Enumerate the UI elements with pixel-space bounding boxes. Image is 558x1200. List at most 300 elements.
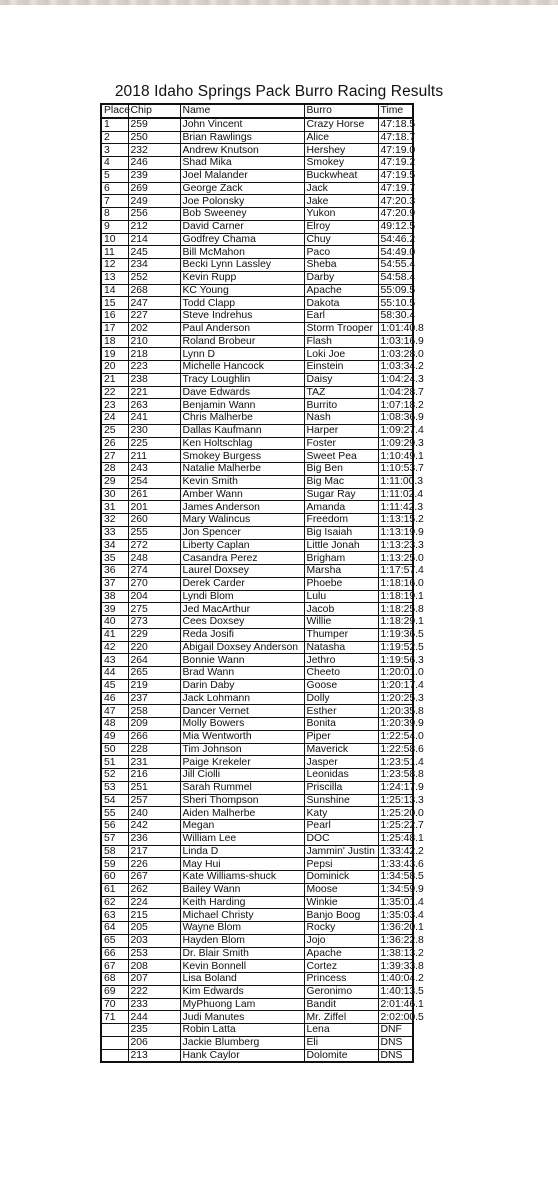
cell-time: 1:11:00.3: [378, 475, 413, 488]
cell-place: 27: [101, 450, 128, 463]
cell-time: 47:20.3: [378, 195, 413, 208]
cell-place: 52: [101, 769, 128, 782]
cell-time: 1:18:19.1: [378, 590, 413, 603]
cell-name: David Carner: [180, 220, 304, 233]
cell-chip: 274: [128, 565, 180, 578]
cell-burro: TAZ: [304, 386, 378, 399]
table-row: [101, 157, 413, 170]
cell-chip: 230: [128, 424, 180, 437]
cell-place: 32: [101, 514, 128, 527]
cell-place: 63: [101, 909, 128, 922]
cell-time: 1:40:04.2: [378, 973, 413, 986]
cell-name: Bill McMahon: [180, 246, 304, 259]
cell-name: Aiden Malherbe: [180, 807, 304, 820]
cell-name: Megan: [180, 820, 304, 833]
cell-burro: Eli: [304, 1036, 378, 1049]
cell-time: 47:19.5: [378, 169, 413, 182]
table-row: [101, 590, 413, 603]
cell-chip: 214: [128, 233, 180, 246]
cell-name: Andrew Knutson: [180, 144, 304, 157]
cell-time: 1:11:42.3: [378, 501, 413, 514]
cell-chip: 233: [128, 998, 180, 1011]
cell-chip: 257: [128, 794, 180, 807]
cell-burro: Geronimo: [304, 985, 378, 998]
cell-time: 55:09.5: [378, 284, 413, 297]
cell-time: 1:25:22.7: [378, 820, 413, 833]
cell-chip: 231: [128, 756, 180, 769]
cell-chip: 206: [128, 1036, 180, 1049]
cell-time: 1:35:01.4: [378, 896, 413, 909]
cell-place: 48: [101, 718, 128, 731]
cell-time: 1:20:39.9: [378, 718, 413, 731]
cell-name: Kevin Rupp: [180, 271, 304, 284]
cell-burro: Dolomite: [304, 1049, 378, 1062]
header-place: Place: [101, 104, 128, 118]
cell-burro: Cheeto: [304, 667, 378, 680]
cell-chip: 211: [128, 450, 180, 463]
cell-chip: 265: [128, 667, 180, 680]
table-row: [101, 960, 413, 973]
cell-name: Keith Harding: [180, 896, 304, 909]
cell-place: 66: [101, 947, 128, 960]
table-row: [101, 463, 413, 476]
table-row: [101, 781, 413, 794]
cell-place: 11: [101, 246, 128, 259]
cell-burro: Marsha: [304, 565, 378, 578]
cell-chip: 234: [128, 259, 180, 272]
cell-chip: 209: [128, 718, 180, 731]
cell-chip: 216: [128, 769, 180, 782]
table-row: [101, 1024, 413, 1037]
table-row: [101, 769, 413, 782]
cell-burro: Chuy: [304, 233, 378, 246]
cell-burro: Amanda: [304, 501, 378, 514]
table-row: [101, 845, 413, 858]
cell-chip: 208: [128, 960, 180, 973]
cell-chip: 221: [128, 386, 180, 399]
table-row: [101, 985, 413, 998]
cell-name: Linda D: [180, 845, 304, 858]
table-row: [101, 730, 413, 743]
cell-time: 1:35:03.4: [378, 909, 413, 922]
cell-name: Dallas Kaufmann: [180, 424, 304, 437]
cell-name: Sarah Rummel: [180, 781, 304, 794]
cell-name: John Vincent: [180, 118, 304, 131]
cell-place: [101, 1036, 128, 1049]
cell-burro: Smokey: [304, 157, 378, 170]
cell-time: 1:19:52.5: [378, 641, 413, 654]
cell-name: Dancer Vernet: [180, 705, 304, 718]
cell-time: 1:20:35.8: [378, 705, 413, 718]
cell-place: 67: [101, 960, 128, 973]
cell-chip: 222: [128, 985, 180, 998]
cell-place: 2: [101, 131, 128, 144]
cell-burro: Winkie: [304, 896, 378, 909]
cell-burro: Jacob: [304, 603, 378, 616]
table-row: [101, 667, 413, 680]
cell-name: Mia Wentworth: [180, 730, 304, 743]
table-row: [101, 475, 413, 488]
header-burro: Burro: [304, 104, 378, 118]
cell-name: Ken Holtschlag: [180, 437, 304, 450]
table-row: [101, 118, 413, 131]
cell-time: 1:34:58.5: [378, 871, 413, 884]
cell-name: Hayden Blom: [180, 934, 304, 947]
cell-burro: Sheba: [304, 259, 378, 272]
cell-burro: Natasha: [304, 641, 378, 654]
cell-chip: 202: [128, 322, 180, 335]
cell-place: 28: [101, 463, 128, 476]
cell-chip: 204: [128, 590, 180, 603]
cell-name: Jon Spencer: [180, 526, 304, 539]
cell-name: Reda Josifi: [180, 628, 304, 641]
document-title: 2018 Idaho Springs Pack Burro Racing Results: [114, 83, 444, 100]
table-row: [101, 883, 413, 896]
cell-chip: 259: [128, 118, 180, 131]
cell-time: 1:20:17.4: [378, 679, 413, 692]
table-row: [101, 896, 413, 909]
cell-burro: Elroy: [304, 220, 378, 233]
cell-name: Judi Manutes: [180, 1011, 304, 1024]
cell-time: 1:10:53.7: [378, 463, 413, 476]
cell-place: 24: [101, 412, 128, 425]
cell-burro: Priscilla: [304, 781, 378, 794]
cell-burro: Paco: [304, 246, 378, 259]
cell-time: 1:13:19.9: [378, 526, 413, 539]
cell-place: 53: [101, 781, 128, 794]
cell-place: 37: [101, 577, 128, 590]
cell-burro: Sugar Ray: [304, 488, 378, 501]
table-row: [101, 641, 413, 654]
cell-place: 3: [101, 144, 128, 157]
cell-chip: 273: [128, 616, 180, 629]
cell-burro: Freedom: [304, 514, 378, 527]
cell-chip: 238: [128, 373, 180, 386]
cell-time: 1:25:13.3: [378, 794, 413, 807]
cell-place: 22: [101, 386, 128, 399]
cell-place: 65: [101, 934, 128, 947]
cell-burro: Jasper: [304, 756, 378, 769]
table-row: [101, 386, 413, 399]
cell-burro: Flash: [304, 335, 378, 348]
cell-place: 69: [101, 985, 128, 998]
cell-burro: Banjo Boog: [304, 909, 378, 922]
cell-chip: 269: [128, 182, 180, 195]
cell-place: 68: [101, 973, 128, 986]
cell-name: Laurel Doxsey: [180, 565, 304, 578]
cell-time: 1:09:29.3: [378, 437, 413, 450]
cell-time: 1:10:49.1: [378, 450, 413, 463]
cell-chip: 235: [128, 1024, 180, 1037]
table-row: [101, 603, 413, 616]
cell-place: 42: [101, 641, 128, 654]
cell-place: 60: [101, 871, 128, 884]
cell-place: [101, 1024, 128, 1037]
cell-burro: Piper: [304, 730, 378, 743]
cell-time: 1:38:13.2: [378, 947, 413, 960]
table-row: [101, 577, 413, 590]
cell-time: 1:23:58.8: [378, 769, 413, 782]
cell-place: 25: [101, 424, 128, 437]
cell-place: 5: [101, 169, 128, 182]
cell-place: 19: [101, 348, 128, 361]
cell-time: 47:19.0: [378, 144, 413, 157]
cell-time: 54:58.4: [378, 271, 413, 284]
scanned-page-edge: [0, 0, 558, 5]
cell-chip: 263: [128, 399, 180, 412]
cell-chip: 251: [128, 781, 180, 794]
header-chip: Chip: [128, 104, 180, 118]
cell-time: 1:33:43.6: [378, 858, 413, 871]
cell-place: 40: [101, 616, 128, 629]
cell-place: 18: [101, 335, 128, 348]
table-row: [101, 501, 413, 514]
cell-chip: 239: [128, 169, 180, 182]
cell-place: 54: [101, 794, 128, 807]
cell-time: 1:22:58.6: [378, 743, 413, 756]
cell-place: 46: [101, 692, 128, 705]
cell-burro: Buckwheat: [304, 169, 378, 182]
cell-place: 58: [101, 845, 128, 858]
cell-name: Michelle Hancock: [180, 361, 304, 374]
cell-chip: 225: [128, 437, 180, 450]
cell-time: 2:02:00.5: [378, 1011, 413, 1024]
cell-time: 1:25:20.0: [378, 807, 413, 820]
cell-name: Lisa Boland: [180, 973, 304, 986]
table-row: [101, 743, 413, 756]
cell-burro: Mr. Ziffel: [304, 1011, 378, 1024]
cell-chip: 217: [128, 845, 180, 858]
cell-name: Amber Wann: [180, 488, 304, 501]
cell-place: 34: [101, 539, 128, 552]
cell-time: 47:18.5: [378, 118, 413, 131]
cell-burro: Bandit: [304, 998, 378, 1011]
cell-chip: 226: [128, 858, 180, 871]
cell-burro: Big Isaiah: [304, 526, 378, 539]
results-table: [100, 103, 424, 1063]
cell-name: Todd Clapp: [180, 297, 304, 310]
cell-time: 58:30.4: [378, 310, 413, 323]
cell-name: Chris Malherbe: [180, 412, 304, 425]
cell-time: 1:39:33.8: [378, 960, 413, 973]
cell-time: 1:36:22.8: [378, 934, 413, 947]
cell-name: Paige Krekeler: [180, 756, 304, 769]
cell-chip: 203: [128, 934, 180, 947]
cell-place: 20: [101, 361, 128, 374]
cell-name: Bonnie Wann: [180, 654, 304, 667]
header-name: Name: [180, 104, 304, 118]
cell-burro: Moose: [304, 883, 378, 896]
cell-time: 1:11:02.4: [378, 488, 413, 501]
cell-time: 1:08:36.9: [378, 412, 413, 425]
cell-place: 43: [101, 654, 128, 667]
cell-time: 1:25:48.1: [378, 832, 413, 845]
cell-burro: Little Jonah: [304, 539, 378, 552]
cell-name: Shad Mika: [180, 157, 304, 170]
cell-burro: Harper: [304, 424, 378, 437]
cell-place: 41: [101, 628, 128, 641]
cell-burro: Dolly: [304, 692, 378, 705]
table-row: [101, 922, 413, 935]
cell-burro: Loki Joe: [304, 348, 378, 361]
cell-name: Kevin Smith: [180, 475, 304, 488]
cell-place: 62: [101, 896, 128, 909]
cell-burro: Princess: [304, 973, 378, 986]
cell-chip: 252: [128, 271, 180, 284]
cell-name: Casandra Perez: [180, 552, 304, 565]
table-row: [101, 322, 413, 335]
cell-chip: 218: [128, 348, 180, 361]
cell-chip: 264: [128, 654, 180, 667]
table-row: [101, 526, 413, 539]
cell-chip: 254: [128, 475, 180, 488]
cell-name: May Hui: [180, 858, 304, 871]
cell-time: 1:13:25.0: [378, 552, 413, 565]
cell-time: 55:10.5: [378, 297, 413, 310]
cell-place: 21: [101, 373, 128, 386]
cell-chip: 245: [128, 246, 180, 259]
cell-time: 47:18.7: [378, 131, 413, 144]
cell-name: Jack Lohmann: [180, 692, 304, 705]
cell-burro: Apache: [304, 947, 378, 960]
table-row: [101, 259, 413, 272]
cell-burro: Lulu: [304, 590, 378, 603]
cell-chip: 236: [128, 832, 180, 845]
cell-burro: Nash: [304, 412, 378, 425]
table-row: [101, 424, 413, 437]
cell-name: Michael Christy: [180, 909, 304, 922]
cell-place: 4: [101, 157, 128, 170]
cell-name: Jed MacArthur: [180, 603, 304, 616]
cell-name: Godfrey Chama: [180, 233, 304, 246]
cell-chip: 201: [128, 501, 180, 514]
cell-name: Tracy Loughlin: [180, 373, 304, 386]
cell-place: 1: [101, 118, 128, 131]
cell-burro: Darby: [304, 271, 378, 284]
cell-chip: 250: [128, 131, 180, 144]
cell-burro: DOC: [304, 832, 378, 845]
cell-burro: Jojo: [304, 934, 378, 947]
cell-chip: 212: [128, 220, 180, 233]
cell-name: Cees Doxsey: [180, 616, 304, 629]
cell-burro: Dominick: [304, 871, 378, 884]
cell-chip: 270: [128, 577, 180, 590]
cell-time: 1:03:28.0: [378, 348, 413, 361]
table-row: [101, 718, 413, 731]
cell-time: 1:18:25.8: [378, 603, 413, 616]
cell-place: 23: [101, 399, 128, 412]
cell-place: 10: [101, 233, 128, 246]
cell-place: 9: [101, 220, 128, 233]
cell-chip: 260: [128, 514, 180, 527]
cell-place: 13: [101, 271, 128, 284]
cell-burro: Lena: [304, 1024, 378, 1037]
cell-chip: 272: [128, 539, 180, 552]
cell-time: 1:09:27.4: [378, 424, 413, 437]
cell-place: 16: [101, 310, 128, 323]
cell-time: 1:03:16.9: [378, 335, 413, 348]
cell-burro: Esther: [304, 705, 378, 718]
table-row: [101, 654, 413, 667]
cell-name: Wayne Blom: [180, 922, 304, 935]
cell-time: 47:20.9: [378, 208, 413, 221]
cell-burro: Maverick: [304, 743, 378, 756]
cell-burro: Pearl: [304, 820, 378, 833]
cell-burro: Rocky: [304, 922, 378, 935]
table-row: [101, 998, 413, 1011]
table-row: [101, 310, 413, 323]
cell-name: Hank Caylor: [180, 1049, 304, 1062]
cell-burro: Einstein: [304, 361, 378, 374]
table-row: [101, 973, 413, 986]
cell-burro: Pepsi: [304, 858, 378, 871]
cell-time: 1:23:51.4: [378, 756, 413, 769]
cell-name: KC Young: [180, 284, 304, 297]
table-row: [101, 373, 413, 386]
table-row: [101, 1036, 413, 1049]
table-row: [101, 514, 413, 527]
cell-name: Bob Sweeney: [180, 208, 304, 221]
cell-time: DNF: [378, 1024, 413, 1037]
cell-name: Becki Lynn Lassley: [180, 259, 304, 272]
cell-burro: Bonita: [304, 718, 378, 731]
cell-time: 54:55.4: [378, 259, 413, 272]
table-row: [101, 909, 413, 922]
cell-chip: 246: [128, 157, 180, 170]
cell-time: 1:36:20.1: [378, 922, 413, 935]
table-row: [101, 220, 413, 233]
cell-burro: Jethro: [304, 654, 378, 667]
cell-name: Derek Carder: [180, 577, 304, 590]
cell-place: 70: [101, 998, 128, 1011]
cell-time: 1:20:01.0: [378, 667, 413, 680]
cell-chip: 210: [128, 335, 180, 348]
cell-chip: 248: [128, 552, 180, 565]
cell-name: Lyndi Blom: [180, 590, 304, 603]
table-row: [101, 858, 413, 871]
cell-chip: 207: [128, 973, 180, 986]
cell-time: 1:03:34.2: [378, 361, 413, 374]
cell-name: Darin Daby: [180, 679, 304, 692]
cell-chip: 227: [128, 310, 180, 323]
header-time: Time: [378, 104, 413, 118]
table-row: [101, 539, 413, 552]
cell-name: Robin Latta: [180, 1024, 304, 1037]
table-row: [101, 705, 413, 718]
cell-time: 1:13:15.2: [378, 514, 413, 527]
cell-name: Liberty Caplan: [180, 539, 304, 552]
cell-name: Roland Brobeur: [180, 335, 304, 348]
table-row: [101, 552, 413, 565]
table-row: [101, 284, 413, 297]
cell-chip: 219: [128, 679, 180, 692]
cell-time: 1:34:59.9: [378, 883, 413, 896]
cell-place: 35: [101, 552, 128, 565]
cell-burro: Foster: [304, 437, 378, 450]
cell-burro: Crazy Horse: [304, 118, 378, 131]
cell-burro: Goose: [304, 679, 378, 692]
cell-burro: Jammin' Justin: [304, 845, 378, 858]
cell-time: 1:01:40.8: [378, 322, 413, 335]
cell-name: Brad Wann: [180, 667, 304, 680]
cell-chip: 253: [128, 947, 180, 960]
cell-place: 17: [101, 322, 128, 335]
cell-name: Abigail Doxsey Anderson: [180, 641, 304, 654]
cell-chip: 213: [128, 1049, 180, 1062]
table-row: [101, 348, 413, 361]
cell-name: Paul Anderson: [180, 322, 304, 335]
cell-place: 6: [101, 182, 128, 195]
